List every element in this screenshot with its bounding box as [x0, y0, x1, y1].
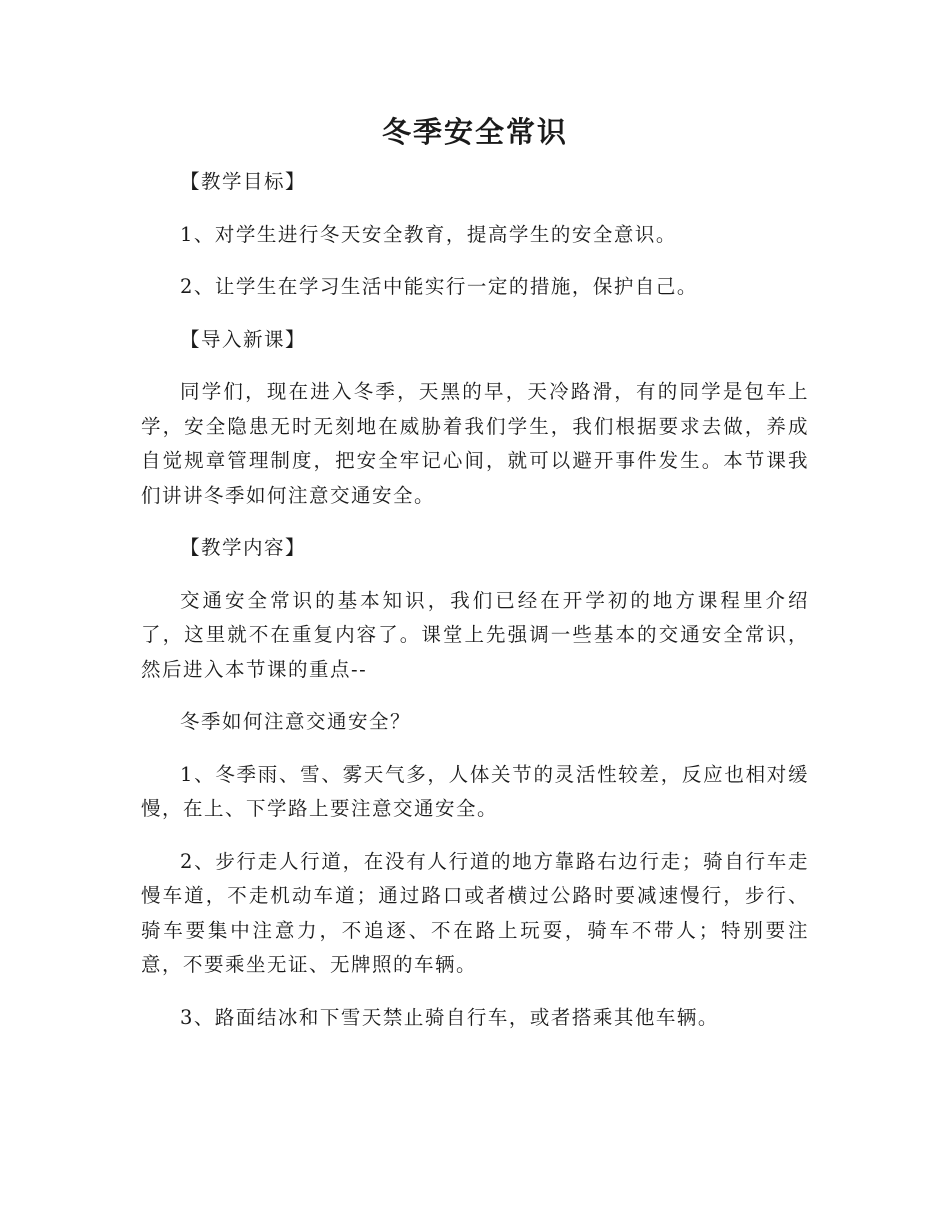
- section-heading-content: 【教学内容】: [180, 536, 307, 559]
- content-question: 冬季如何注意交通安全？: [180, 710, 412, 733]
- document-body: [141, 165, 809, 1053]
- objective-2: 2、让学生在学习生活中能实行一定的措施，保护自己。: [180, 275, 698, 298]
- document-title: 冬季安全常识: [381, 115, 568, 149]
- safety-point-1: 1、冬季雨、雪、雾天气多，人体关节的灵活性较差，反应也相对缓慢，在上、下学路上要注意交通安全。: [141, 762, 809, 820]
- safety-point-3: 3、路面结冰和下雪天禁止骑自行车，或者搭乘其他车辆。: [180, 1005, 719, 1029]
- objective-1: 1、对学生进行冬天安全教育，提高学生的安全意识。: [180, 222, 677, 246]
- section-heading-objectives: 【教学目标】: [180, 170, 307, 193]
- section-heading-introduction: 【导入新课】: [180, 327, 307, 351]
- safety-point-2: 2、步行走人行道，在没有人行道的地方靠路右边行走；骑自行车走慢车道，不走机动车道；通过路口或者横过公路时要减速慢行，步行、骑车要集中注意力，不追逐、不在路上玩耍，骑车不带人；特别要注意，不要乘坐无证、无牌照的车辆。: [141, 849, 809, 976]
- content-paragraph: 交通安全常识的基本知识，我们已经在开学初的地方课程里介绍了，这里就不在重复内容了。课堂上先强调一些基本的交通安全常识，然后进入本节课的重点--: [141, 588, 809, 681]
- introduction-paragraph: 同学们，现在进入冬季，天黑的早，天冷路滑，有的同学是包车上学，安全隐患无时无刻地在威胁着我们学生，我们根据要求去做，养成自觉规章管理制度，把安全牢记心间，就可以避开事件发生。本节课我们讲讲冬季如何注意交通安全。: [141, 380, 809, 507]
